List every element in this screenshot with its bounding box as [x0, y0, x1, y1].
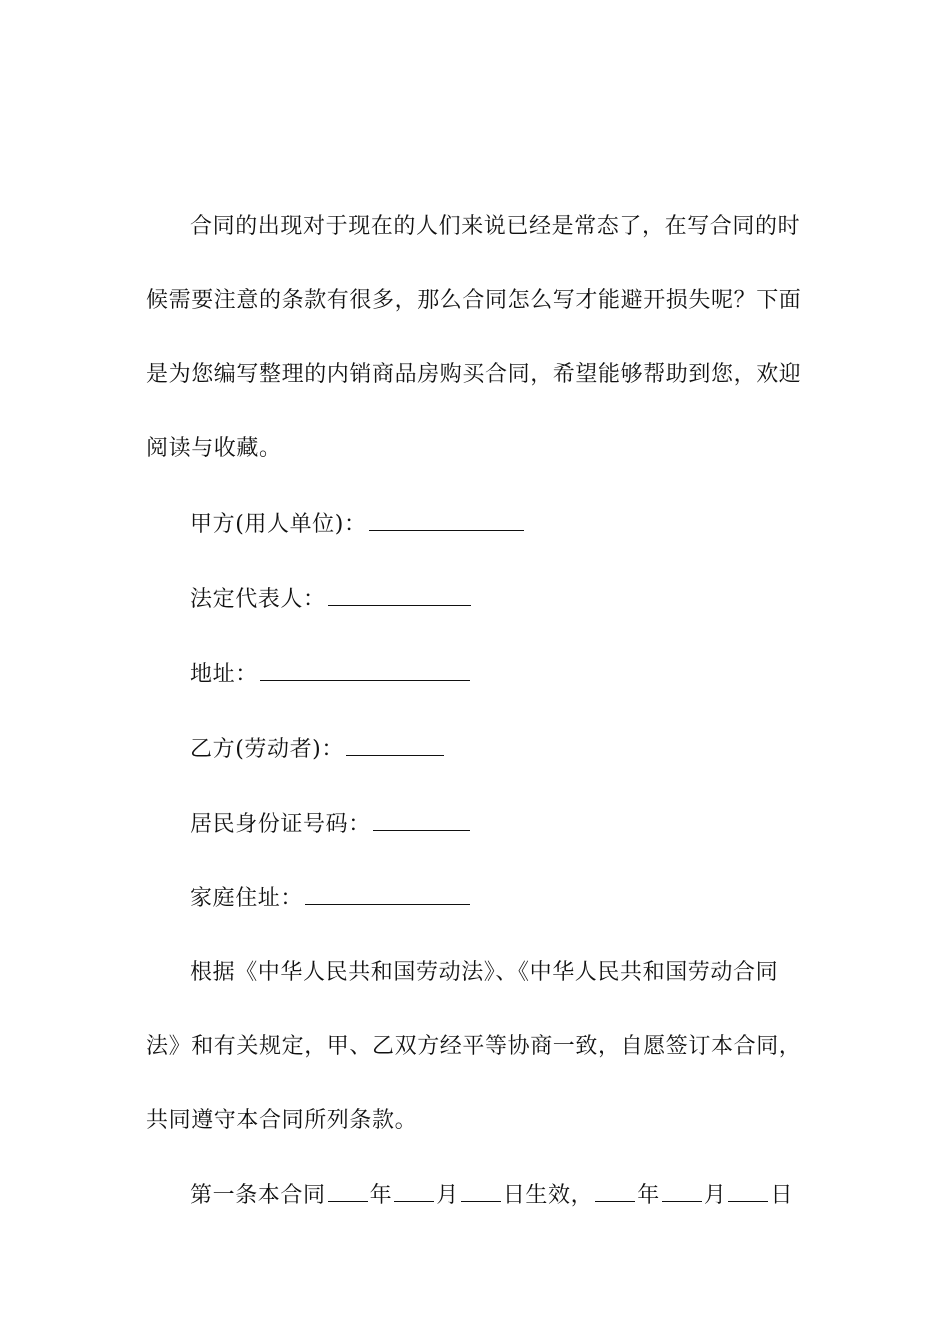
- legal-rep-blank[interactable]: [328, 585, 471, 606]
- end-year-blank[interactable]: [595, 1181, 635, 1202]
- end-day-label: 日: [770, 1183, 794, 1208]
- home-address-field: [190, 884, 850, 914]
- intro-line-4: 阅读与收藏。: [146, 436, 282, 461]
- intro-line-1: 合同的出现对于现在的人们来说已经是常态了，在写合同的时: [190, 214, 801, 239]
- legal-rep-field: [190, 585, 850, 615]
- end-day-blank[interactable]: [728, 1181, 768, 1202]
- home-address-label: 家庭住址：: [190, 886, 304, 911]
- intro-line-3: 是为您编写整理的内销商品房购买合同，希望能够帮助到您，欢迎: [146, 362, 802, 387]
- address-field: [190, 660, 850, 690]
- party-b-blank[interactable]: [346, 735, 444, 756]
- id-number-field: [190, 810, 850, 840]
- basis-line-2: 法》和有关规定，甲、乙双方经平等协商一致，自愿签订本合同，: [146, 1034, 802, 1059]
- end-month-blank[interactable]: [662, 1181, 702, 1202]
- id-number-blank[interactable]: [373, 810, 470, 831]
- party-a-blank[interactable]: [369, 510, 524, 531]
- start-day-blank[interactable]: [461, 1181, 501, 1202]
- start-month-blank[interactable]: [394, 1181, 434, 1202]
- party-b-field: [190, 735, 850, 765]
- address-label: 地址：: [190, 662, 258, 687]
- article-1-prefix: 第一条本合同: [190, 1183, 326, 1208]
- article-1: [190, 1181, 850, 1211]
- address-blank[interactable]: [260, 660, 470, 681]
- basis-line-3: 共同遵守本合同所列条款。: [146, 1108, 418, 1133]
- party-a-field: [190, 510, 850, 540]
- end-year-label: 年: [637, 1183, 660, 1208]
- start-year-blank[interactable]: [328, 1181, 368, 1202]
- basis-line-1: 根据《中华人民共和国劳动法》、《中华人民共和国劳动合同: [190, 960, 779, 985]
- id-number-label: 居民身份证号码：: [190, 812, 371, 837]
- start-year-label: 年: [369, 1183, 393, 1208]
- legal-rep-label: 法定代表人：: [190, 587, 326, 612]
- start-day-label: 日生效，: [502, 1183, 594, 1208]
- party-a-label: 甲方(用人单位)：: [190, 512, 367, 537]
- party-b-label: 乙方(劳动者)：: [190, 737, 344, 762]
- intro-line-2: 候需要注意的条款有很多，那么合同怎么写才能避开损失呢？下面: [146, 288, 802, 313]
- start-month-label: 月: [436, 1183, 459, 1208]
- home-address-blank[interactable]: [305, 884, 470, 905]
- end-month-label: 月: [703, 1183, 727, 1208]
